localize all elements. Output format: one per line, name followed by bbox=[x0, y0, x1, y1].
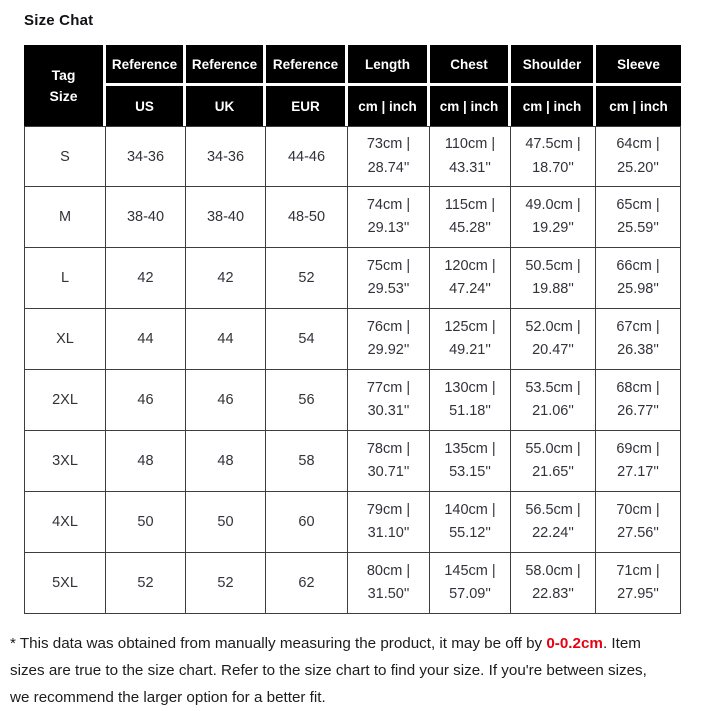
length-cm: 73cm | bbox=[366, 136, 411, 153]
cell-sleeve bbox=[596, 431, 681, 492]
cell-chest bbox=[430, 431, 511, 492]
chest-inch: 47.24'' bbox=[449, 281, 491, 297]
sleeve-cm: 64cm | bbox=[616, 136, 660, 153]
header-reference-uk: Reference bbox=[186, 45, 266, 86]
shoulder-cm: 49.0cm | bbox=[525, 196, 581, 213]
length-cm: 77cm | bbox=[366, 379, 411, 396]
cell-shoulder bbox=[511, 492, 596, 553]
header-uk: UK bbox=[186, 86, 266, 126]
sleeve-cm: 70cm | bbox=[616, 501, 660, 518]
cell-eur: 44-46 bbox=[266, 126, 348, 187]
cell-sleeve bbox=[596, 187, 681, 248]
cell-us: 38-40 bbox=[106, 187, 186, 248]
length-inch: 31.10'' bbox=[367, 525, 410, 541]
disclaimer-text-post: . Item sizes are true to the size chart. Refer to the size chart to find your size. If you're between sizes, we recommend the larger option for a better fit. bbox=[10, 635, 647, 707]
cell-uk: 52 bbox=[186, 553, 266, 614]
cell-tag: 4XL bbox=[24, 492, 106, 553]
size-row-2xl bbox=[24, 370, 681, 431]
shoulder-inch: 21.65'' bbox=[532, 464, 574, 480]
cell-us: 50 bbox=[106, 492, 186, 553]
header-sleeve-unit: cm | inch bbox=[596, 86, 681, 126]
sleeve-cm: 66cm | bbox=[616, 257, 660, 274]
cell-uk: 46 bbox=[186, 370, 266, 431]
cell-chest bbox=[430, 248, 511, 309]
cell-uk: 50 bbox=[186, 492, 266, 553]
cell-chest bbox=[430, 309, 511, 370]
cell-tag: M bbox=[24, 187, 106, 248]
cell-us: 52 bbox=[106, 553, 186, 614]
length-cm: 79cm | bbox=[366, 501, 411, 518]
length-inch: 28.74'' bbox=[367, 159, 410, 176]
size-row-4xl bbox=[24, 492, 681, 553]
cell-uk: 44 bbox=[186, 309, 266, 370]
size-row-5xl bbox=[24, 553, 681, 614]
header-us: US bbox=[106, 86, 186, 126]
header-length-unit: cm | inch bbox=[348, 86, 430, 126]
header-chest-unit: cm | inch bbox=[430, 86, 511, 126]
sleeve-inch: 25.98'' bbox=[617, 281, 659, 297]
sleeve-inch: 26.38'' bbox=[617, 342, 659, 358]
cell-us: 48 bbox=[106, 431, 186, 492]
shoulder-cm: 58.0cm | bbox=[525, 562, 581, 579]
disclaimer-text-pre: * This data was obtained from manually measuring the product, it may be off by bbox=[10, 635, 547, 652]
chest-inch: 49.21'' bbox=[449, 342, 491, 358]
cell-shoulder bbox=[511, 553, 596, 614]
cell-shoulder bbox=[511, 370, 596, 431]
cell-shoulder bbox=[511, 248, 596, 309]
sleeve-cm: 71cm | bbox=[616, 562, 660, 579]
chest-cm: 115cm | bbox=[444, 196, 496, 213]
chest-inch: 53.15'' bbox=[449, 464, 491, 480]
table-body bbox=[24, 126, 681, 614]
chest-cm: 145cm | bbox=[444, 562, 496, 579]
cell-length bbox=[348, 248, 430, 309]
cell-chest bbox=[430, 126, 511, 187]
sleeve-cm: 65cm | bbox=[616, 196, 660, 213]
cell-eur: 62 bbox=[266, 553, 348, 614]
shoulder-inch: 22.24'' bbox=[532, 525, 574, 541]
size-row-xl bbox=[24, 309, 681, 370]
shoulder-inch: 21.06'' bbox=[532, 403, 574, 419]
cell-length bbox=[348, 309, 430, 370]
cell-length bbox=[348, 431, 430, 492]
cell-tag: L bbox=[24, 248, 106, 309]
cell-uk: 38-40 bbox=[186, 187, 266, 248]
shoulder-cm: 50.5cm | bbox=[525, 257, 581, 274]
chest-inch: 55.12'' bbox=[449, 525, 491, 541]
header-reference-us: Reference bbox=[106, 45, 186, 86]
size-row-s bbox=[24, 126, 681, 187]
cell-tag: S bbox=[24, 126, 106, 187]
cell-chest bbox=[430, 492, 511, 553]
shoulder-inch: 22.83'' bbox=[532, 586, 574, 602]
cell-chest bbox=[430, 187, 511, 248]
cell-sleeve bbox=[596, 126, 681, 187]
cell-chest bbox=[430, 370, 511, 431]
chest-cm: 125cm | bbox=[444, 318, 496, 335]
measurement-disclaimer bbox=[10, 630, 670, 711]
sleeve-cm: 69cm | bbox=[616, 440, 660, 457]
header-tag-line2: Size bbox=[49, 87, 78, 104]
header-tag-line1: Tag bbox=[51, 67, 76, 84]
header-shoulder-unit: cm | inch bbox=[511, 86, 596, 126]
cell-chest bbox=[430, 553, 511, 614]
cell-length bbox=[348, 126, 430, 187]
chest-inch: 45.28'' bbox=[449, 220, 491, 236]
cell-sleeve bbox=[596, 492, 681, 553]
shoulder-inch: 19.88'' bbox=[532, 281, 574, 297]
chest-cm: 135cm | bbox=[444, 440, 496, 457]
cell-eur: 56 bbox=[266, 370, 348, 431]
cell-length bbox=[348, 492, 430, 553]
size-row-l bbox=[24, 248, 681, 309]
cell-tag: 2XL bbox=[24, 370, 106, 431]
header-eur: EUR bbox=[266, 86, 348, 126]
cell-sleeve bbox=[596, 370, 681, 431]
chest-cm: 120cm | bbox=[444, 257, 496, 274]
sleeve-cm: 68cm | bbox=[616, 379, 660, 396]
length-cm: 74cm | bbox=[366, 196, 411, 213]
shoulder-cm: 55.0cm | bbox=[525, 440, 581, 457]
cell-sleeve bbox=[596, 248, 681, 309]
header-shoulder: Shoulder bbox=[511, 45, 596, 86]
length-cm: 75cm | bbox=[366, 257, 411, 274]
cell-uk: 42 bbox=[186, 248, 266, 309]
cell-shoulder bbox=[511, 126, 596, 187]
chest-inch: 43.31'' bbox=[449, 159, 491, 176]
cell-eur: 48-50 bbox=[266, 187, 348, 248]
cell-uk: 48 bbox=[186, 431, 266, 492]
cell-eur: 58 bbox=[266, 431, 348, 492]
header-tag-size bbox=[24, 45, 106, 126]
sleeve-inch: 27.17'' bbox=[617, 464, 659, 480]
chest-cm: 140cm | bbox=[444, 501, 496, 518]
cell-tag: 5XL bbox=[24, 553, 106, 614]
chest-inch: 51.18'' bbox=[449, 403, 491, 419]
length-cm: 76cm | bbox=[366, 318, 411, 335]
sleeve-cm: 67cm | bbox=[616, 318, 660, 335]
cell-uk: 34-36 bbox=[186, 126, 266, 187]
sleeve-inch: 25.59'' bbox=[617, 220, 659, 236]
cell-tag: 3XL bbox=[24, 431, 106, 492]
length-inch: 30.31'' bbox=[367, 403, 410, 419]
length-inch: 29.92'' bbox=[367, 342, 410, 358]
cell-eur: 52 bbox=[266, 248, 348, 309]
length-inch: 29.53'' bbox=[367, 281, 410, 297]
sleeve-inch: 26.77'' bbox=[617, 403, 659, 419]
cell-eur: 60 bbox=[266, 492, 348, 553]
sleeve-inch: 27.56'' bbox=[617, 525, 659, 541]
length-cm: 78cm | bbox=[366, 440, 411, 457]
header-sleeve: Sleeve bbox=[596, 45, 681, 86]
cell-us: 44 bbox=[106, 309, 186, 370]
cell-us: 34-36 bbox=[106, 126, 186, 187]
cell-sleeve bbox=[596, 553, 681, 614]
cell-length bbox=[348, 553, 430, 614]
length-cm: 80cm | bbox=[366, 562, 411, 579]
shoulder-cm: 52.0cm | bbox=[525, 318, 581, 335]
size-chart-table bbox=[24, 45, 681, 614]
header-reference-eur: Reference bbox=[266, 45, 348, 86]
table-header bbox=[24, 45, 681, 126]
shoulder-cm: 56.5cm | bbox=[525, 501, 581, 518]
cell-us: 42 bbox=[106, 248, 186, 309]
header-row-top bbox=[24, 45, 681, 86]
length-inch: 29.13'' bbox=[367, 220, 410, 236]
cell-shoulder bbox=[511, 187, 596, 248]
page-title: Size Chat bbox=[24, 12, 94, 29]
chest-cm: 130cm | bbox=[444, 379, 496, 396]
cell-length bbox=[348, 187, 430, 248]
header-chest: Chest bbox=[430, 45, 511, 86]
size-row-3xl bbox=[24, 431, 681, 492]
shoulder-cm: 53.5cm | bbox=[525, 379, 581, 396]
size-row-m bbox=[24, 187, 681, 248]
cell-us: 46 bbox=[106, 370, 186, 431]
cell-shoulder bbox=[511, 309, 596, 370]
header-row-bottom bbox=[24, 86, 681, 126]
chest-inch: 57.09'' bbox=[449, 586, 491, 602]
length-inch: 31.50'' bbox=[367, 586, 410, 602]
cell-length bbox=[348, 370, 430, 431]
disclaimer-tolerance-value: 0-0.2cm bbox=[546, 635, 603, 652]
cell-eur: 54 bbox=[266, 309, 348, 370]
cell-tag: XL bbox=[24, 309, 106, 370]
shoulder-inch: 19.29'' bbox=[532, 220, 574, 236]
sleeve-inch: 25.20'' bbox=[617, 159, 659, 176]
sleeve-inch: 27.95'' bbox=[617, 586, 659, 602]
shoulder-cm: 47.5cm | bbox=[525, 136, 581, 153]
shoulder-inch: 18.70'' bbox=[532, 159, 574, 176]
length-inch: 30.71'' bbox=[367, 464, 410, 480]
chest-cm: 110cm | bbox=[444, 136, 496, 153]
cell-sleeve bbox=[596, 309, 681, 370]
cell-shoulder bbox=[511, 431, 596, 492]
shoulder-inch: 20.47'' bbox=[532, 342, 574, 358]
header-length: Length bbox=[348, 45, 430, 86]
